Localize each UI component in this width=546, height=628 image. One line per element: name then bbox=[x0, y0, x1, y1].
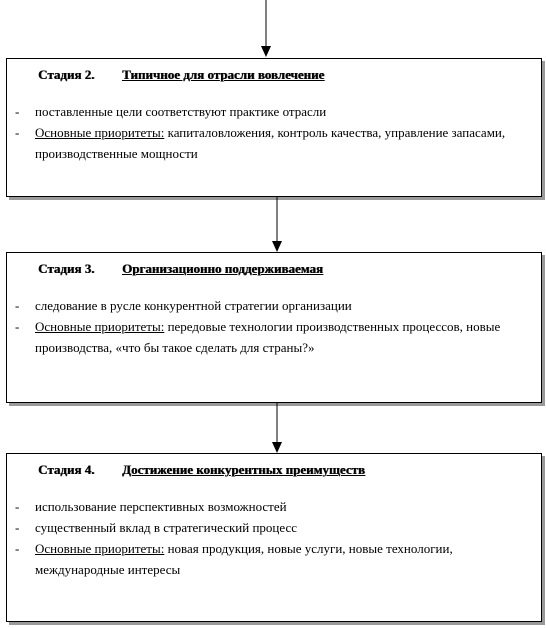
stage-3-title-text: Организационно поддерживаемая bbox=[122, 261, 323, 276]
list-item-priorities bbox=[15, 538, 531, 580]
stage-2-items bbox=[15, 101, 531, 164]
list-item bbox=[15, 517, 531, 538]
item-text: использование перспективных возможностей bbox=[35, 499, 287, 514]
item-text: поставленные цели соответствуют практике отрасли bbox=[35, 104, 327, 119]
bullet-dash: - bbox=[15, 104, 20, 119]
stage-2-title bbox=[38, 67, 324, 83]
stage-4-box bbox=[6, 453, 542, 622]
bullet-dash: - bbox=[15, 541, 20, 556]
arrow-stage-3-to-4 bbox=[269, 402, 285, 454]
item-text: существенный вклад в стратегический процесс bbox=[35, 520, 298, 535]
priorities-text: капиталовложения, контроль качества, управление запасами, производственные мощности bbox=[35, 125, 506, 161]
list-item-priorities bbox=[15, 122, 531, 164]
bullet-dash: - bbox=[15, 520, 20, 535]
stage-2-number: Стадия 2. bbox=[38, 67, 95, 82]
stage-3-items bbox=[15, 295, 531, 358]
bullet-dash: - bbox=[15, 319, 20, 334]
stage-4-title-text: Достижение конкурентных преимуществ bbox=[122, 462, 365, 477]
stage-4-number: Стадия 4. bbox=[38, 462, 95, 477]
priorities-text: передовые технологии производственных процессов, новые производства, «что бы такое сделать для страны?» bbox=[35, 319, 501, 355]
bullet-dash: - bbox=[15, 125, 20, 140]
list-item-priorities bbox=[15, 316, 531, 358]
arrow-into-stage-2 bbox=[258, 0, 274, 58]
bullet-dash: - bbox=[15, 298, 20, 313]
list-item bbox=[15, 295, 531, 316]
stage-3-box bbox=[6, 252, 542, 403]
stage-3-title bbox=[38, 261, 323, 277]
arrow-stage-2-to-3 bbox=[269, 196, 285, 253]
priorities-label: Основные приоритеты: bbox=[35, 319, 165, 334]
stage-2-box bbox=[6, 58, 542, 197]
list-item bbox=[15, 496, 531, 517]
item-text: следование в русле конкурентной стратегии организации bbox=[35, 298, 352, 313]
stage-4-title bbox=[38, 462, 365, 478]
priorities-text: новая продукция, новые услуги, новые технологии, международные интересы bbox=[35, 541, 453, 577]
priorities-label: Основные приоритеты: bbox=[35, 541, 165, 556]
priorities-label: Основные приоритеты: bbox=[35, 125, 165, 140]
stage-4-items bbox=[15, 496, 531, 580]
list-item bbox=[15, 101, 531, 122]
stage-3-number: Стадия 3. bbox=[38, 261, 95, 276]
stage-2-title-text: Типичное для отрасли вовлечение bbox=[122, 67, 325, 82]
bullet-dash: - bbox=[15, 499, 20, 514]
